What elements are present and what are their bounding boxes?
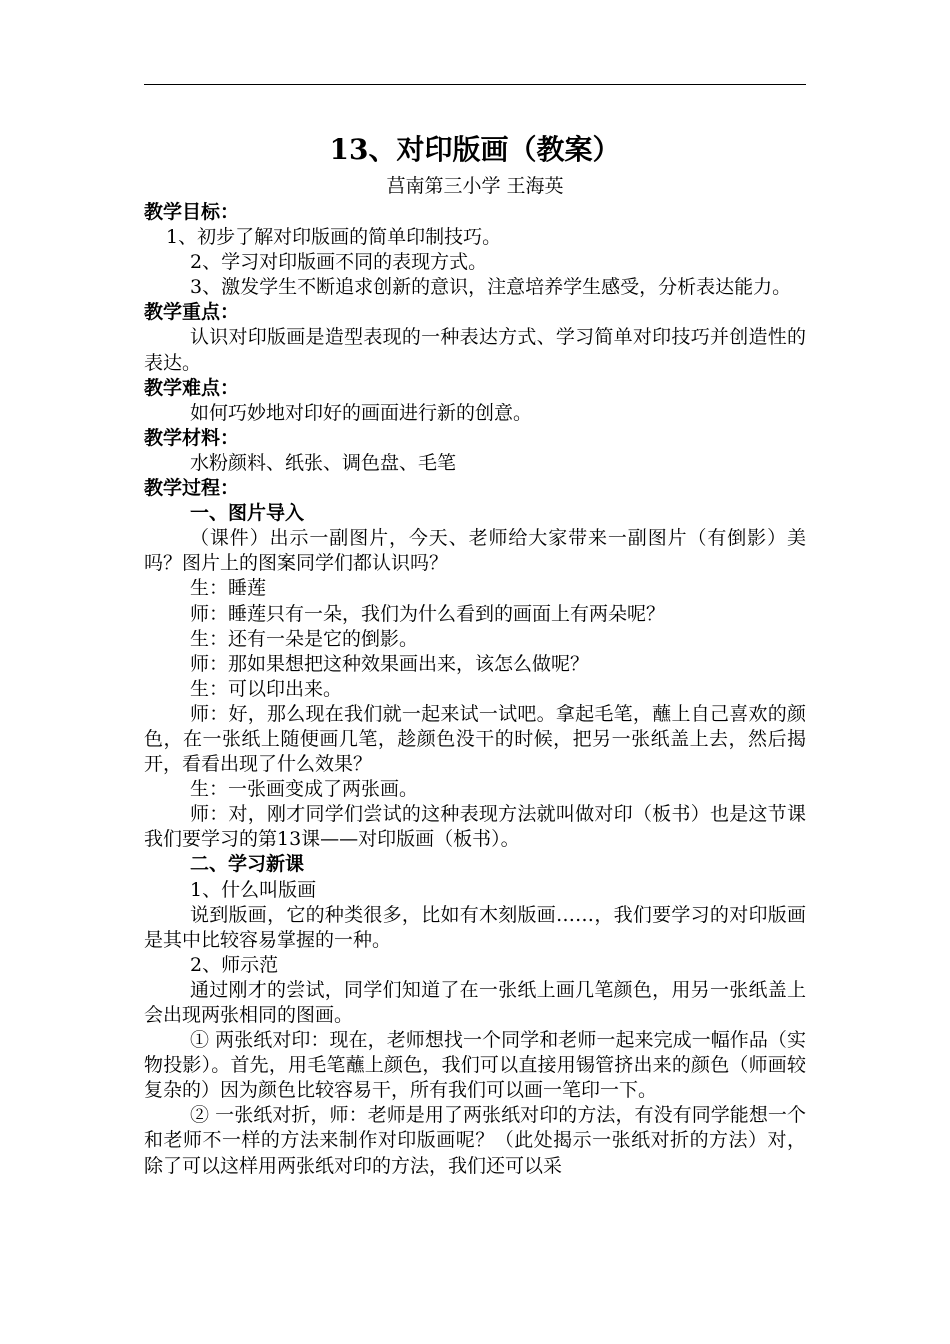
section-heading-process: 教学过程： (144, 477, 240, 500)
subsection-heading: 一、图片导入 (190, 502, 305, 525)
paragraph: 3、激发学生不断追求创新的意识，注意培养学生感受，分析表达能力。 (190, 276, 792, 299)
paragraph: 如何巧妙地对印好的画面进行新的创意。 (190, 401, 533, 424)
section-heading-materials: 教学材料： (144, 426, 240, 449)
section-heading-objectives: 教学目标： (144, 201, 240, 223)
paragraph: 通过刚才的尝试，同学们知道了在一张纸上画几笔颜色，用另一张纸盖上会出现两张相同的图画。 (144, 978, 806, 1026)
paragraph: 1、什么叫版画 (190, 878, 317, 901)
section-heading-difficulties: 教学难点： (144, 376, 240, 399)
dialogue-line: 师：睡莲只有一朵，我们为什么看到的画面上有两朵呢？ (190, 602, 666, 625)
paragraph: （课件）出示一副图片，今天、老师给大家带来一副图片（有倒影）美吗？图片上的图案同学们都认识吗？ (144, 527, 806, 575)
subsection-heading: 二、学习新课 (190, 853, 305, 876)
paragraph: 认识对印版画是造型表现的一种表达方式、学习简单对印技巧并创造性的表达。 (144, 326, 806, 374)
dialogue-line: 生：一张画变成了两张画。 (190, 778, 419, 801)
paragraph: 说到版画，它的种类很多，比如有木刻版画……，我们要学习的对印版画是其中比较容易掌握的一种。 (144, 903, 806, 951)
dialogue-line: 生：还有一朵是它的倒影。 (190, 627, 419, 650)
document-title: 13、对印版画（教案） (329, 133, 621, 166)
paragraph: 1、初步了解对印版画的简单印制技巧。 (166, 226, 502, 249)
section-heading-key-points: 教学重点： (144, 301, 240, 324)
header-rule (144, 84, 806, 85)
paragraph: ① 两张纸对印：现在，老师想找一个同学和老师一起来完成一幅作品（实物投影）。首先，用毛笔蘸上颜色，我们可以直接用锡管挤出来的颜色（师画较复杂的）因为颜色比较容易干，所有我们可以画一笔印一下。 (144, 1029, 806, 1102)
paragraph: 2、学习对印版画不同的表现方式。 (190, 251, 488, 274)
dialogue-line: 师：好，那么现在我们就一起来试一试吧。拿起毛笔，蘸上自己喜欢的颜色，在一张纸上随便画几笔，趁颜色没干的时候，把另一张纸盖上去，然后揭开，看看出现了什么效果？ (144, 702, 806, 776)
document-author: 莒南第三小学 王海英 (386, 175, 564, 197)
dialogue-line: 生：睡莲 (190, 577, 267, 600)
document-body (144, 200, 806, 1179)
paragraph: ② 一张纸对折，师：老师是用了两张纸对印的方法，有没有同学能想一个和老师不一样的方法来制作对印版画呢？（此处揭示一张纸对折的方法）对，除了可以这样用两张纸对印的方法，我们还可以采 (144, 1104, 806, 1177)
dialogue-line: 生：可以印出来。 (190, 677, 343, 700)
paragraph: 2、师示范 (190, 953, 279, 976)
paragraph: 水粉颜料、纸张、调色盘、毛笔 (190, 451, 457, 474)
dialogue-line: 师：那如果想把这种效果画出来，该怎么做呢？ (190, 652, 590, 675)
dialogue-line: 师：对，刚才同学们尝试的这种表现方法就叫做对印（板书）也是这节课我们要学习的第13课——对印版画（板书）。 (144, 803, 806, 851)
